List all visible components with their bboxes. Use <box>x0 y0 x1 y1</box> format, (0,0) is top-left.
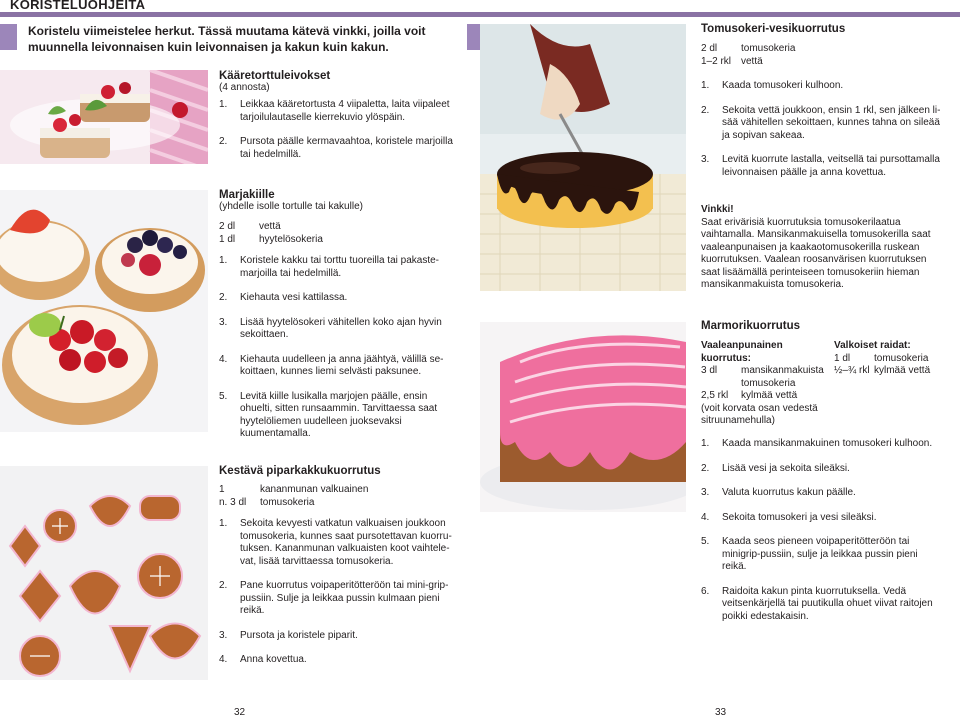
ingredient-qty: ½–¾ rkl <box>834 365 870 376</box>
page-title: KORISTELUOHJEITA <box>10 0 146 12</box>
step-item: 5. Levitä kiille lusikalla marjojen päälle, ensin ohuelti, sitten runsaammin. Tarvittaessa saat hyytelöliemen uudelleen juoksevaksi kuumentamalla. <box>219 390 438 439</box>
step-item: 2. Sekoita vettä joukkoon, ensin 1 rkl, sen jälkeen lisää vähitellen sekoittaen, kunnes tahna on sileää ja sopivan sakeaa. <box>701 104 941 141</box>
ingredient-qty: 2 dl <box>701 43 718 54</box>
steps-list <box>701 80 946 179</box>
accent-square-left <box>0 24 17 50</box>
ingredient-qty: 3 dl <box>701 365 718 376</box>
ingredient-name: mansikanmakuista tomusokeria <box>741 365 824 389</box>
ingredient-name: hyytelösokeria <box>259 233 323 245</box>
ingredients-list <box>219 484 457 509</box>
section-title: Kestävä piparkakkukuorrutus <box>219 465 381 477</box>
header-rule <box>0 12 960 17</box>
section-piparkakku <box>219 465 457 679</box>
pink-icing-note: (voit korvata osan vedestä sitruunamehulla) <box>701 402 818 426</box>
photo-tartlets <box>0 190 208 432</box>
ingredients-list <box>834 353 944 378</box>
photo-chocolate-cake <box>480 24 686 291</box>
tip-box <box>701 204 933 292</box>
ingredient-qty: 2 dl <box>219 221 236 232</box>
ingredient-name: tomusokeria <box>741 43 796 54</box>
ingredient-qty: 1–2 rkl <box>701 55 732 67</box>
ingredients-list <box>701 365 831 403</box>
ingredient-qty: n. 3 dl <box>219 496 247 508</box>
step-item: 1. Koristele kakku tai torttu tuoreilla tai pakastemarjoilla tai hedelmillä. <box>219 255 439 279</box>
step-item: 3. Valuta kuorrutus kakun päälle. <box>701 487 856 498</box>
ingredient-name: vettä <box>259 221 281 232</box>
step-item: 4. Kiehauta uudelleen ja anna jäähtyä, välillä sekoittaen, kunnes liemi selvästi paksunee. <box>219 353 444 377</box>
step-item: 2. Pane kuorrutus voipaperitötteröön tai mini-grippussiin. Sulje ja leikkaa pussin kulmaan pieni reikä. <box>219 580 449 616</box>
step-item: 3. Pursota ja koristele piparit. <box>219 629 358 641</box>
pink-icing-block <box>701 340 831 428</box>
step-item: 6. Raidoita kakun pinta kuorrutuksella. Vedä veitsenkärjellä tai puutikulla ohuet viivat raitojen poikki edestakaisin. <box>701 585 933 622</box>
accent-square-right <box>467 24 481 50</box>
page-number-right: 33 <box>715 707 727 718</box>
steps-list <box>219 518 457 667</box>
step-item: 3. Levitä kuorrute lastalla, veitsellä tai pursottamalla leivonnaisen päälle ja anna kovettua. <box>701 154 940 178</box>
ingredient-qty: 2,5 rkl <box>701 390 729 401</box>
section-title: Marjakiille <box>219 189 275 201</box>
section-marjakiille <box>219 189 457 453</box>
tip-heading: Vinkki! <box>701 204 734 215</box>
photo-gingerbread <box>0 466 208 680</box>
ingredients-list <box>701 43 946 68</box>
intro-text: Koristelu viimeistelee herkut. Tässä muutama kätevä vinkki, joilla voit muunnella leivonnaisen kuin leivonnaisen ja kakun kuin kakun. <box>28 24 426 54</box>
white-stripes-block <box>834 340 944 378</box>
section-tomusokeri <box>701 23 946 191</box>
step-item: 4. Anna kovettua. <box>219 654 307 665</box>
step-item: 4. Sekoita tomusokeri ja vesi sileäksi. <box>701 511 877 523</box>
section-title: Tomusokeri-vesikuorrutus <box>701 23 846 35</box>
ingredient-name: kananmunan valkuainen <box>260 484 369 495</box>
ingredient-name: kylmää vettä <box>874 365 931 376</box>
step-item: 2. Kiehauta vesi kattilassa. <box>219 292 348 303</box>
photo-marble-cake <box>480 322 686 512</box>
step-item: 2. Lisää vesi ja sekoita sileäksi. <box>701 462 850 474</box>
white-stripes-heading: Valkoiset raidat: <box>834 340 911 351</box>
step-item: 1. Sekoita kevyesti vatkatun valkuaisen joukkoon tomusokeria, kunnes saat pursotettavan kuorrutuksen. Kananmunan valkuaisten koot vaihtelevat, lisää tarvittaessa tomusokeria. <box>219 518 452 567</box>
tip-text: Saat erivärisiä kuorrutuksia tomusokerilaatua vaihtamalla. Mansikanmakuisella tomusokerilla saat vaaleanpunaisen ja kaakaotomusokerilla ruskean kuorrutuksen. Vaalean roosanvärisen kuorrutuksen saat lisäämällä perinteiseen tomusokeriin hieman mansikanmakuista tomusokeria. <box>701 216 931 290</box>
step-item: 2. Pursota päälle kermavaahtoa, koristele marjoilla tai hedelmillä. <box>219 136 453 160</box>
ingredient-qty: 1 <box>219 484 225 495</box>
ingredient-name: kylmää vettä <box>741 390 798 401</box>
pink-icing-heading: Vaaleanpunainen kuorrutus: <box>701 340 783 364</box>
ingredient-name: vettä <box>741 55 763 67</box>
ingredients-list <box>219 221 457 246</box>
ingredient-name: tomusokeria <box>260 496 315 508</box>
ingredient-qty: 1 dl <box>834 352 851 364</box>
step-item: 1. Kaada mansikanmakuinen tomusokeri kulhoon. <box>701 438 933 449</box>
step-item: 3. Lisää hyytelösokeri vähitellen koko ajan hyvin sekoittaen. <box>219 316 442 340</box>
section-subtitle: (4 annosta) <box>219 82 270 93</box>
step-item: 1. Leikkaa kääretortusta 4 viipaletta, laita viipaleet tarjoilulautaselle kierrekuvio ylöspäin. <box>219 99 450 123</box>
section-marmori <box>701 320 946 622</box>
ingredient-qty: 1 dl <box>219 233 236 245</box>
section-subtitle: (yhdelle isolle tortulle tai kakulle) <box>219 201 363 212</box>
section-title: Kääretorttuleivokset <box>219 70 331 82</box>
steps-list <box>219 99 457 161</box>
photo-roll-cake <box>0 70 208 164</box>
section-kaaretorttu <box>219 70 457 173</box>
steps-list <box>219 255 457 441</box>
ingredient-name: tomusokeria <box>874 352 929 364</box>
page-number-left: 32 <box>234 707 246 718</box>
section-title: Marmorikuorrutus <box>701 320 801 332</box>
steps-list <box>701 438 936 635</box>
step-item: 5. Kaada seos pieneen voipaperitötteröön tai minigrip-pussiin, sulje ja leikkaa pussin pieni reikä. <box>701 536 918 572</box>
step-item: 1. Kaada tomusokeri kulhoon. <box>701 80 844 91</box>
